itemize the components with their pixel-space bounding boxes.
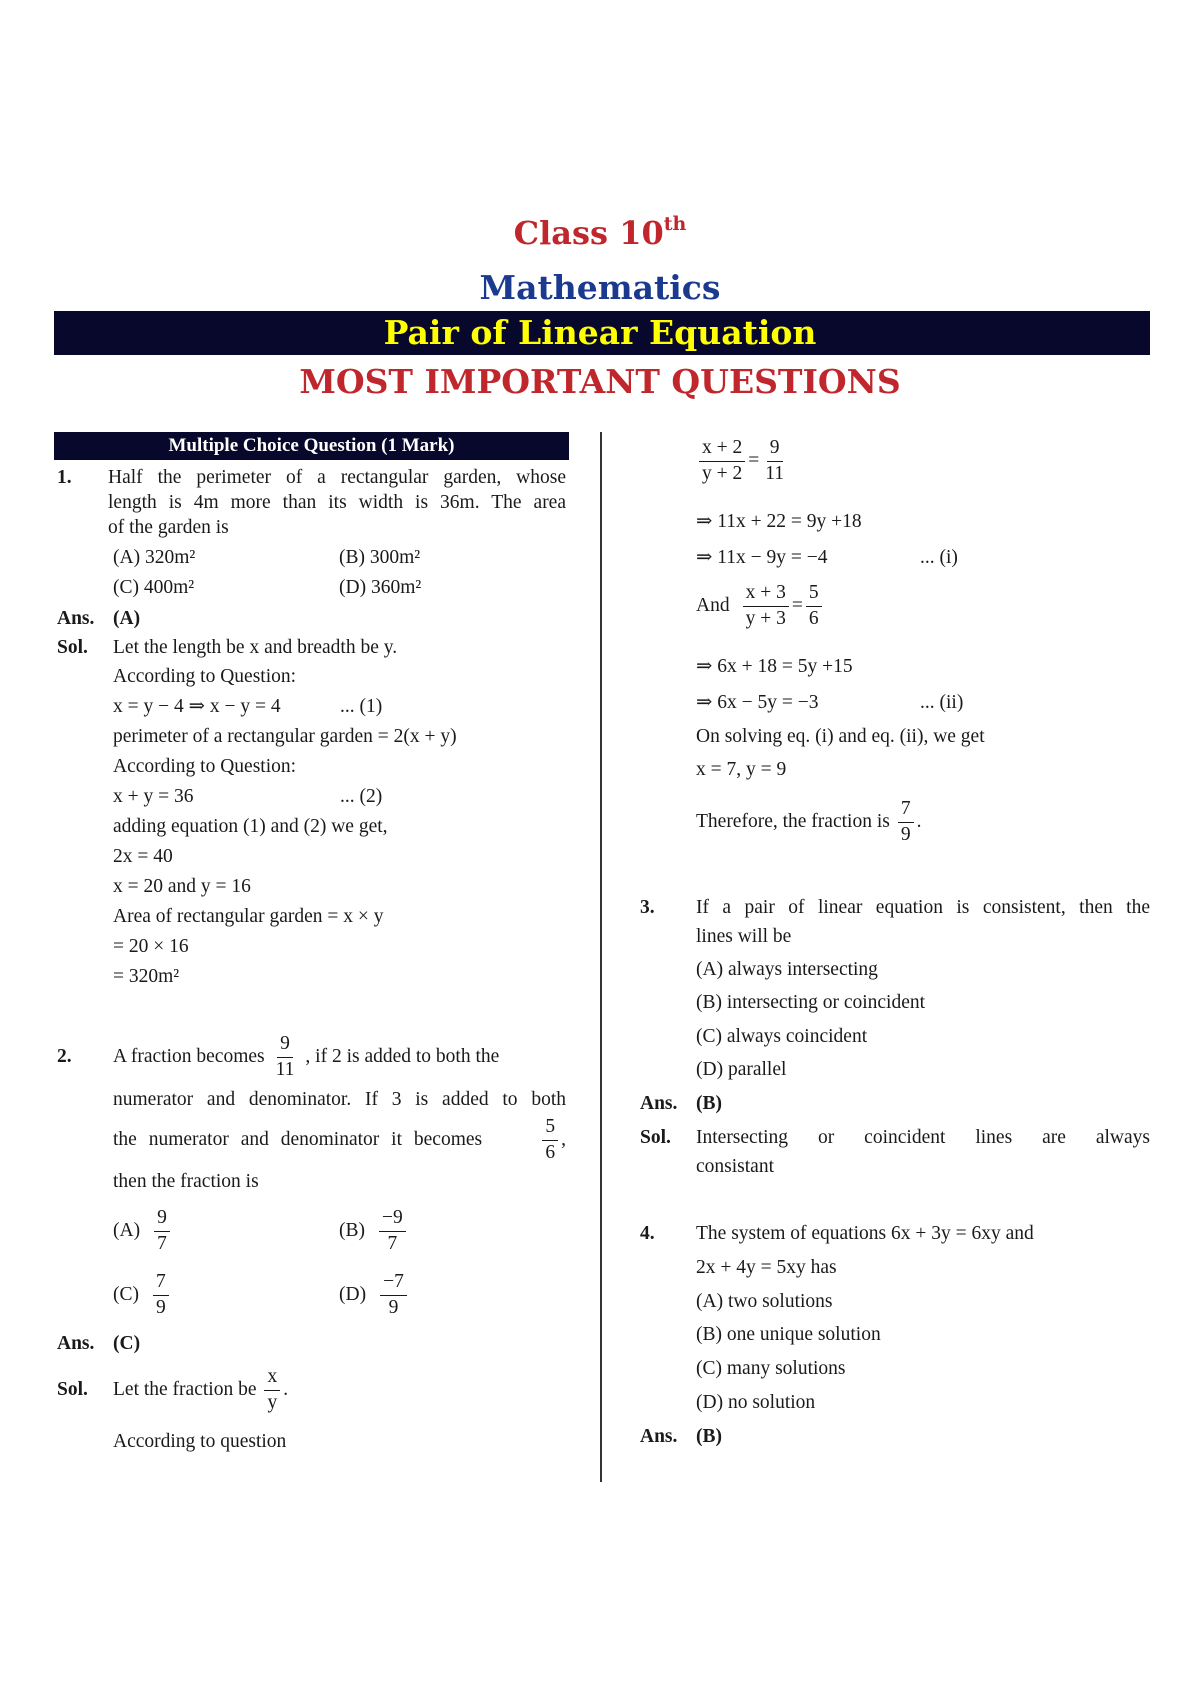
q4-option-a: (A) two solutions [696, 1291, 833, 1312]
q2-option-c: (C) $\frac{7}{9}$ [113, 1266, 172, 1324]
q1-sol-line: According to Question: [113, 756, 297, 777]
q1-sol-line: Let the length be x and breadth be y. [113, 637, 398, 658]
q1-sol-line: perimeter of a rectangular garden = 2(x + y) [113, 726, 457, 747]
q1-sol-line: x = y − 4 ⇒ x − y = 4 [113, 696, 281, 717]
q1-option-d: (D) 360m² [339, 577, 422, 598]
q2-option-a: (A) $\frac{9}{7}$ [113, 1202, 173, 1260]
q2-text-a: A fraction becomes [113, 1046, 265, 1067]
q2-step: ⇒ 6x + 18 = 5y +15 [696, 656, 853, 677]
q1-eq-tag-2: ... (2) [340, 786, 383, 807]
q1-text-line2: length is 4m more than its width is 36m. The area [108, 492, 566, 513]
class-title: Class 10th [513, 213, 687, 252]
q2-text-b: , if 2 is added to both the [305, 1046, 500, 1067]
q3-text-line2: lines will be [696, 926, 792, 947]
q3-sol-label: Sol. [640, 1127, 671, 1148]
subject-title: Mathematics [479, 268, 721, 307]
q4-number: 4. [640, 1223, 655, 1244]
chapter-title: Pair of Linear Equation [383, 313, 817, 352]
section-label: Multiple Choice Question (1 Mark) [54, 432, 569, 460]
q2-ans-label: Ans. [57, 1333, 95, 1354]
q3-option-c: (C) always coincident [696, 1026, 868, 1047]
q1-eq-tag-1: ... (1) [340, 696, 383, 717]
q3-sol-line1: Intersecting or coincident lines are always [696, 1127, 1150, 1148]
q1-ans-label: Ans. [57, 608, 95, 629]
q1-sol-line: adding equation (1) and (2) we get, [113, 816, 388, 837]
q1-sol-line: = 320m² [113, 966, 180, 987]
q3-option-a: (A) always intersecting [696, 959, 878, 980]
q3-ans-label: Ans. [640, 1093, 678, 1114]
q2-answer: (C) [113, 1333, 141, 1354]
q2-eq-tag-ii: ... (ii) [920, 692, 964, 713]
banner-title: MOST IMPORTANT QUESTIONS [299, 362, 901, 401]
q1-sol-line: x + y = 36 [113, 786, 194, 807]
q2-step: x = 7, y = 9 [696, 759, 787, 780]
q4-answer: (B) [696, 1426, 722, 1447]
q2-fraction-c: $\frac{5}{6}$ [542, 1117, 558, 1163]
q2-sol-line2: According to question [113, 1431, 287, 1452]
q3-answer: (B) [696, 1093, 722, 1114]
q4-option-c: (C) many solutions [696, 1358, 846, 1379]
q4-option-d: (D) no solution [696, 1392, 816, 1413]
q1-answer: (A) [113, 608, 141, 629]
q4-text-line1: The system of equations 6x + 3y = 6xy and [696, 1223, 1034, 1244]
q2-text-c: the numerator and denominator it becomes [113, 1129, 483, 1150]
q3-option-b: (B) intersecting or coincident [696, 992, 926, 1013]
q4-option-b: (B) one unique solution [696, 1324, 881, 1345]
q2-eq-tag-i: ... (i) [920, 547, 958, 568]
q1-sol-line: 2x = 40 [113, 846, 173, 867]
q2-eq1: $\frac{x + 2}{y + 2}$ = $\frac{9}{11}$ [696, 432, 790, 490]
q2-eq2: And $\frac{x + 3}{y + 3}$ = $\frac{5}{6}$ [696, 577, 825, 635]
q3-number: 3. [640, 897, 655, 918]
q2-text-line3 [113, 1111, 566, 1169]
q2-number: 2. [57, 1046, 72, 1067]
q2-fraction-a: $\frac{9}{11}$ [275, 1033, 295, 1080]
q2-text-line1 [113, 1028, 566, 1086]
q1-sol-line: According to Question: [113, 666, 297, 687]
q2-comma: , [561, 1129, 566, 1150]
q3-option-d: (D) parallel [696, 1059, 787, 1080]
q2-sol-label: Sol. [57, 1379, 88, 1400]
q2-step: ⇒ 11x + 22 = 9y +18 [696, 511, 862, 532]
q1-option-a: (A) 320m² [113, 547, 196, 568]
q2-text-line2: numerator and denominator. If 3 is added to both [113, 1089, 566, 1110]
q1-sol-line: x = 20 and y = 16 [113, 876, 251, 897]
q1-option-c: (C) 400m² [113, 577, 195, 598]
q2-step: On solving eq. (i) and eq. (ii), we get [696, 726, 985, 747]
q2-result: Therefore, the fraction is $\frac{7}{9}$ . [696, 798, 922, 845]
q1-sol-line: Area of rectangular garden = x × y [113, 906, 384, 927]
q1-number: 1. [57, 467, 72, 488]
q2-option-d: (D) $\frac{-7}{9}$ [339, 1266, 410, 1324]
q1-option-b: (B) 300m² [339, 547, 421, 568]
q3-text-line1: If a pair of linear equation is consistent, then the [696, 897, 1150, 918]
q2-text-line4: then the fraction is [113, 1171, 259, 1192]
q1-sol-line: = 20 × 16 [113, 936, 189, 957]
q2-option-b: (B) $\frac{-9}{7}$ [339, 1202, 409, 1260]
q1-text-line3: of the garden is [108, 517, 229, 538]
q1-sol-label: Sol. [57, 637, 88, 658]
column-divider [600, 432, 602, 1482]
q1-text-line1: Half the perimeter of a rectangular garden, whose [108, 467, 566, 488]
q2-step: ⇒ 6x − 5y = −3 [696, 692, 819, 713]
q2-sol-line1: Let the fraction be $\frac{x}{y}$ . [113, 1366, 289, 1413]
q4-text-line2: 2x + 4y = 5xy has [696, 1257, 837, 1278]
q2-step: ⇒ 11x − 9y = −4 [696, 547, 828, 568]
q3-sol-line2: consistant [696, 1156, 774, 1177]
q4-ans-label: Ans. [640, 1426, 678, 1447]
